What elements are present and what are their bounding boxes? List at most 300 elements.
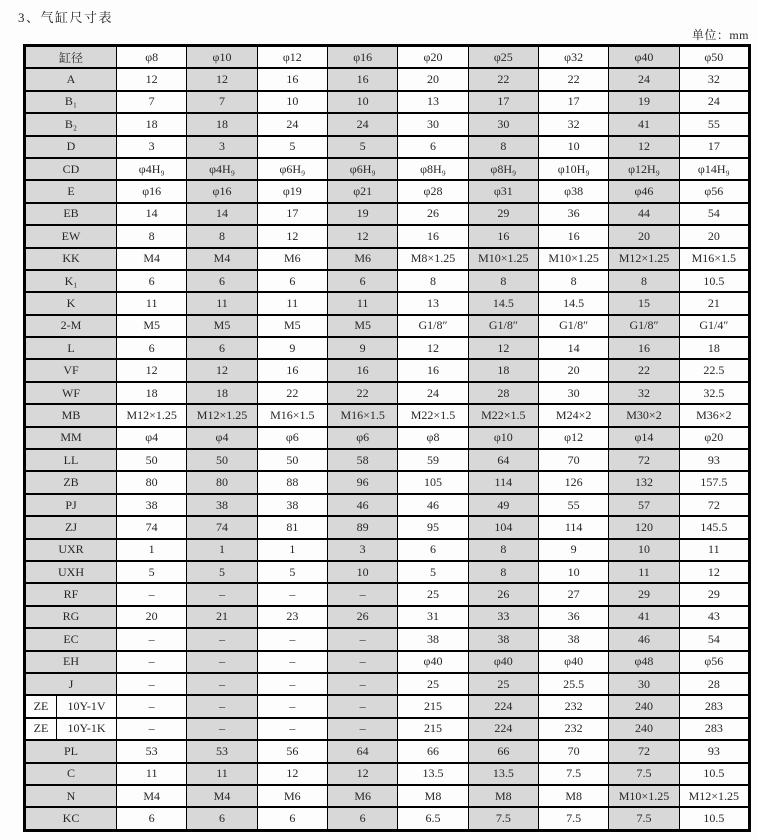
- table-cell: 114: [468, 471, 538, 493]
- row-label: LL: [25, 449, 117, 471]
- row-label: RF: [25, 583, 117, 605]
- table-cell: –: [257, 695, 327, 717]
- table-cell: 25: [398, 673, 468, 695]
- table-row: [25, 583, 750, 605]
- table-cell: 50: [117, 449, 187, 471]
- table-cell: 24: [679, 91, 749, 113]
- table-cell: φ6H₉: [257, 158, 327, 180]
- table-row: [25, 158, 750, 180]
- table-cell: φ4H₉: [187, 158, 257, 180]
- table-cell: 8: [468, 539, 538, 561]
- table-cell: 11: [328, 292, 398, 314]
- row-label: K: [25, 292, 117, 314]
- table-cell: 6: [117, 270, 187, 292]
- table-cell: 53: [117, 740, 187, 762]
- table-row: [25, 807, 750, 830]
- table-cell: G1/8″: [398, 315, 468, 337]
- table-cell: 9: [257, 337, 327, 359]
- table-cell: –: [117, 651, 187, 673]
- table-cell: 29: [468, 203, 538, 225]
- table-cell: M6: [328, 785, 398, 807]
- table-cell: φ40: [468, 651, 538, 673]
- table-cell: 16: [257, 68, 327, 90]
- table-cell: M22×1.5: [398, 404, 468, 426]
- table-cell: 46: [398, 494, 468, 516]
- table-cell: 9: [328, 337, 398, 359]
- table-cell: 16: [609, 337, 679, 359]
- table-cell: 88: [257, 471, 327, 493]
- table-cell: –: [187, 583, 257, 605]
- table-cell: 57: [609, 494, 679, 516]
- table-cell: –: [257, 651, 327, 673]
- table-cell: M30×2: [609, 404, 679, 426]
- row-label: EW: [25, 225, 117, 247]
- table-cell: M6: [257, 785, 327, 807]
- table-cell: M4: [187, 248, 257, 270]
- table-cell: 17: [679, 136, 749, 158]
- table-cell: 10: [538, 561, 608, 583]
- table-cell: 43: [679, 606, 749, 628]
- row-label: UXH: [25, 561, 117, 583]
- table-cell: 38: [187, 494, 257, 516]
- table-cell: 6: [117, 807, 187, 830]
- table-cell: –: [328, 695, 398, 717]
- table-cell: φ28: [398, 180, 468, 202]
- table-cell: 12: [187, 68, 257, 90]
- table-cell: 15: [609, 292, 679, 314]
- column-header: φ40: [609, 46, 679, 69]
- table-cell: 66: [398, 740, 468, 762]
- table-row: [25, 539, 750, 561]
- table-cell: 10: [538, 136, 608, 158]
- row-label: RG: [25, 606, 117, 628]
- table-cell: 5: [257, 136, 327, 158]
- table-cell: 19: [328, 203, 398, 225]
- column-header: φ12: [257, 46, 327, 69]
- table-cell: 240: [609, 718, 679, 740]
- table-cell: 145.5: [679, 516, 749, 538]
- table-cell: 283: [679, 695, 749, 717]
- table-cell: 17: [468, 91, 538, 113]
- table-cell: 14.5: [538, 292, 608, 314]
- table-cell: φ48: [609, 651, 679, 673]
- table-cell: 12: [679, 561, 749, 583]
- table-row: [25, 270, 750, 292]
- table-cell: 38: [468, 628, 538, 650]
- table-cell: φ40: [538, 651, 608, 673]
- table-cell: 8: [468, 561, 538, 583]
- unit-label: 单位：mm: [691, 28, 749, 42]
- table-cell: 5: [328, 136, 398, 158]
- table-cell: 10: [609, 539, 679, 561]
- row-label: J: [25, 673, 117, 695]
- table-cell: 283: [679, 718, 749, 740]
- table-cell: 6: [257, 270, 327, 292]
- row-label: D: [25, 136, 117, 158]
- table-cell: 24: [328, 113, 398, 135]
- table-cell: 12: [609, 136, 679, 158]
- table-cell: M8×1.25: [398, 248, 468, 270]
- table-cell: 8: [538, 270, 608, 292]
- row-label: B₁: [25, 91, 117, 113]
- table-cell: 5: [187, 561, 257, 583]
- table-cell: 215: [398, 718, 468, 740]
- table-cell: G1/8″: [468, 315, 538, 337]
- table-cell: M22×1.5: [468, 404, 538, 426]
- table-cell: 26: [398, 203, 468, 225]
- column-header: φ10: [187, 46, 257, 69]
- table-cell: 10: [257, 91, 327, 113]
- table-cell: –: [187, 673, 257, 695]
- table-cell: φ6: [257, 427, 327, 449]
- row-label-sub: 10Y-1V: [57, 695, 117, 717]
- table-row: [25, 785, 750, 807]
- table-cell: 59: [398, 449, 468, 471]
- table-cell: 7.5: [538, 807, 608, 830]
- table-cell: 13.5: [398, 763, 468, 785]
- table-cell: G1/4″: [679, 315, 749, 337]
- table-cell: –: [117, 673, 187, 695]
- table-cell: 70: [538, 449, 608, 471]
- table-cell: –: [117, 628, 187, 650]
- table-cell: 9: [538, 539, 608, 561]
- table-cell: –: [328, 718, 398, 740]
- row-label-prefix: ZE: [25, 695, 57, 717]
- table-cell: 7.5: [609, 807, 679, 830]
- row-label: 2-M: [25, 315, 117, 337]
- table-cell: 30: [468, 113, 538, 135]
- table-row: [25, 695, 750, 717]
- table-cell: φ16: [187, 180, 257, 202]
- row-label-sub: 10Y-1K: [57, 718, 117, 740]
- table-row: [25, 136, 750, 158]
- table-cell: 28: [468, 382, 538, 404]
- row-label: KC: [25, 807, 117, 830]
- table-row: [25, 248, 750, 270]
- table-row: [25, 673, 750, 695]
- table-cell: φ4: [187, 427, 257, 449]
- table-cell: φ40: [398, 651, 468, 673]
- table-cell: M12×1.25: [609, 248, 679, 270]
- table-cell: 224: [468, 718, 538, 740]
- table-cell: 114: [538, 516, 608, 538]
- table-cell: –: [117, 583, 187, 605]
- table-cell: 32.5: [679, 382, 749, 404]
- table-cell: 11: [117, 292, 187, 314]
- table-cell: –: [187, 695, 257, 717]
- table-cell: 56: [257, 740, 327, 762]
- table-cell: 5: [257, 561, 327, 583]
- table-cell: 12: [328, 763, 398, 785]
- table-cell: 96: [328, 471, 398, 493]
- table-cell: 6: [328, 270, 398, 292]
- table-cell: 18: [187, 382, 257, 404]
- table-cell: 240: [609, 695, 679, 717]
- table-cell: 38: [117, 494, 187, 516]
- table-cell: 3: [117, 136, 187, 158]
- table-cell: 21: [679, 292, 749, 314]
- row-label: PJ: [25, 494, 117, 516]
- column-header: φ25: [468, 46, 538, 69]
- row-label: CD: [25, 158, 117, 180]
- table-row: [25, 292, 750, 314]
- table-cell: 30: [609, 673, 679, 695]
- table-cell: 36: [538, 606, 608, 628]
- table-cell: 11: [187, 763, 257, 785]
- table-row: [25, 471, 750, 493]
- table-cell: 17: [538, 91, 608, 113]
- table-cell: 5: [398, 561, 468, 583]
- table-body: [25, 68, 750, 830]
- table-cell: 29: [609, 583, 679, 605]
- table-cell: 12: [398, 337, 468, 359]
- table-cell: M5: [257, 315, 327, 337]
- table-cell: 3: [187, 136, 257, 158]
- table-row: [25, 337, 750, 359]
- table-cell: φ56: [679, 651, 749, 673]
- table-cell: –: [257, 718, 327, 740]
- table-cell: φ21: [328, 180, 398, 202]
- table-cell: 55: [679, 113, 749, 135]
- table-cell: M5: [328, 315, 398, 337]
- table-cell: φ12H₉: [609, 158, 679, 180]
- row-label: L: [25, 337, 117, 359]
- table-cell: 93: [679, 740, 749, 762]
- table-cell: 12: [117, 359, 187, 381]
- table-cell: 8: [117, 225, 187, 247]
- table-cell: 1: [117, 539, 187, 561]
- table-row: [25, 315, 750, 337]
- row-label: KK: [25, 248, 117, 270]
- table-cell: 12: [468, 337, 538, 359]
- row-label: ZJ: [25, 516, 117, 538]
- table-cell: 22: [257, 382, 327, 404]
- table-cell: 25: [468, 673, 538, 695]
- table-cell: φ8: [398, 427, 468, 449]
- row-label: C: [25, 763, 117, 785]
- table-cell: 41: [609, 113, 679, 135]
- table-cell: 12: [187, 359, 257, 381]
- table-cell: 46: [328, 494, 398, 516]
- table-cell: M4: [117, 248, 187, 270]
- table-cell: M12×1.25: [679, 785, 749, 807]
- table-cell: φ10H₉: [538, 158, 608, 180]
- table-cell: M6: [328, 248, 398, 270]
- row-label: EH: [25, 651, 117, 673]
- row-label: EB: [25, 203, 117, 225]
- page-title: 3、气缸尺寸表: [18, 10, 114, 25]
- table-cell: 18: [187, 113, 257, 135]
- table-cell: φ20: [679, 427, 749, 449]
- table-cell: 18: [117, 113, 187, 135]
- table-row: [25, 180, 750, 202]
- table-cell: M36×2: [679, 404, 749, 426]
- table-row: [25, 113, 750, 135]
- table-cell: –: [187, 651, 257, 673]
- table-cell: 55: [538, 494, 608, 516]
- table-row: [25, 404, 750, 426]
- table-cell: φ56: [679, 180, 749, 202]
- table-cell: –: [328, 673, 398, 695]
- table-cell: 5: [117, 561, 187, 583]
- table-cell: φ14H₉: [679, 158, 749, 180]
- table-row: [25, 382, 750, 404]
- table-cell: 13: [398, 292, 468, 314]
- table-cell: 20: [117, 606, 187, 628]
- table-cell: 20: [609, 225, 679, 247]
- row-label: A: [25, 68, 117, 90]
- table-cell: 13: [398, 91, 468, 113]
- table-cell: 38: [257, 494, 327, 516]
- table-cell: 32: [538, 113, 608, 135]
- table-row: [25, 561, 750, 583]
- table-cell: 104: [468, 516, 538, 538]
- table-cell: 24: [398, 382, 468, 404]
- table-cell: 6: [187, 270, 257, 292]
- row-label: N: [25, 785, 117, 807]
- table-row: [25, 225, 750, 247]
- table-cell: 6: [328, 807, 398, 830]
- table-cell: 53: [187, 740, 257, 762]
- table-cell: 95: [398, 516, 468, 538]
- table-row: [25, 516, 750, 538]
- table-cell: 24: [257, 113, 327, 135]
- table-cell: 157.5: [679, 471, 749, 493]
- table-cell: 7.5: [468, 807, 538, 830]
- column-header: φ50: [679, 46, 749, 69]
- table-cell: M4: [117, 785, 187, 807]
- table-cell: 17: [257, 203, 327, 225]
- table-cell: 132: [609, 471, 679, 493]
- table-cell: 93: [679, 449, 749, 471]
- table-cell: 54: [679, 628, 749, 650]
- table-cell: –: [328, 651, 398, 673]
- table-cell: 20: [398, 68, 468, 90]
- table-cell: 16: [328, 68, 398, 90]
- table-cell: 32: [609, 382, 679, 404]
- table-cell: M8: [468, 785, 538, 807]
- table-row: [25, 718, 750, 740]
- table-cell: –: [257, 673, 327, 695]
- table-cell: 72: [679, 494, 749, 516]
- table-cell: M10×1.25: [468, 248, 538, 270]
- table-cell: M10×1.25: [538, 248, 608, 270]
- table-cell: M16×1.5: [679, 248, 749, 270]
- table-cell: M8: [538, 785, 608, 807]
- table-cell: M4: [187, 785, 257, 807]
- table-cell: G1/8″: [538, 315, 608, 337]
- table-cell: –: [187, 718, 257, 740]
- table-cell: 11: [609, 561, 679, 583]
- table-cell: 105: [398, 471, 468, 493]
- table-cell: M5: [117, 315, 187, 337]
- row-label: PL: [25, 740, 117, 762]
- table-cell: 16: [468, 225, 538, 247]
- table-cell: 13.5: [468, 763, 538, 785]
- table-cell: 6: [117, 337, 187, 359]
- table-cell: 8: [468, 270, 538, 292]
- table-cell: 27: [538, 583, 608, 605]
- table-cell: 22: [468, 68, 538, 90]
- table-cell: 30: [398, 113, 468, 135]
- table-cell: φ10: [468, 427, 538, 449]
- table-cell: 215: [398, 695, 468, 717]
- table-cell: 1: [257, 539, 327, 561]
- table-cell: 28: [679, 673, 749, 695]
- table-cell: M12×1.25: [117, 404, 187, 426]
- table-row: [25, 449, 750, 471]
- table-cell: 80: [187, 471, 257, 493]
- table-cell: 11: [187, 292, 257, 314]
- table-cell: φ6H₉: [328, 158, 398, 180]
- column-header-bore: 缸径: [25, 46, 117, 69]
- table-cell: M10×1.25: [609, 785, 679, 807]
- column-header: φ16: [328, 46, 398, 69]
- table-cell: φ16: [117, 180, 187, 202]
- table-cell: 50: [257, 449, 327, 471]
- table-cell: 74: [187, 516, 257, 538]
- row-label: EC: [25, 628, 117, 650]
- table-cell: 8: [609, 270, 679, 292]
- table-cell: 1: [187, 539, 257, 561]
- row-label: UXR: [25, 539, 117, 561]
- table-cell: 46: [609, 628, 679, 650]
- table-cell: 10: [328, 561, 398, 583]
- table-cell: 11: [257, 292, 327, 314]
- table-cell: 64: [328, 740, 398, 762]
- table-row: [25, 427, 750, 449]
- table-cell: M12×1.25: [187, 404, 257, 426]
- table-cell: 58: [328, 449, 398, 471]
- table-cell: 8: [468, 136, 538, 158]
- table-cell: 6: [187, 807, 257, 830]
- table-cell: 18: [468, 359, 538, 381]
- table-cell: 23: [257, 606, 327, 628]
- table-cell: 120: [609, 516, 679, 538]
- table-cell: G1/8″: [609, 315, 679, 337]
- table-cell: 12: [328, 225, 398, 247]
- table-cell: 80: [117, 471, 187, 493]
- table-cell: 64: [468, 449, 538, 471]
- row-label: VF: [25, 359, 117, 381]
- table-cell: 7.5: [538, 763, 608, 785]
- table-cell: 16: [398, 359, 468, 381]
- table-row: [25, 606, 750, 628]
- row-label-prefix: ZE: [25, 718, 57, 740]
- table-cell: 11: [117, 763, 187, 785]
- table-cell: 25: [398, 583, 468, 605]
- table-cell: 10.5: [679, 807, 749, 830]
- table-row: [25, 68, 750, 90]
- table-cell: –: [117, 695, 187, 717]
- table-cell: 6: [257, 807, 327, 830]
- table-cell: 7: [187, 91, 257, 113]
- row-label: MM: [25, 427, 117, 449]
- table-cell: –: [257, 583, 327, 605]
- table-cell: 50: [187, 449, 257, 471]
- table-cell: 22: [538, 68, 608, 90]
- table-cell: –: [187, 628, 257, 650]
- table-cell: 22.5: [679, 359, 749, 381]
- row-label: WF: [25, 382, 117, 404]
- row-label: K₁: [25, 270, 117, 292]
- table-cell: 232: [538, 695, 608, 717]
- table-cell: 7.5: [609, 763, 679, 785]
- table-cell: 49: [468, 494, 538, 516]
- table-cell: 33: [468, 606, 538, 628]
- table-row: [25, 651, 750, 673]
- table-cell: 36: [538, 203, 608, 225]
